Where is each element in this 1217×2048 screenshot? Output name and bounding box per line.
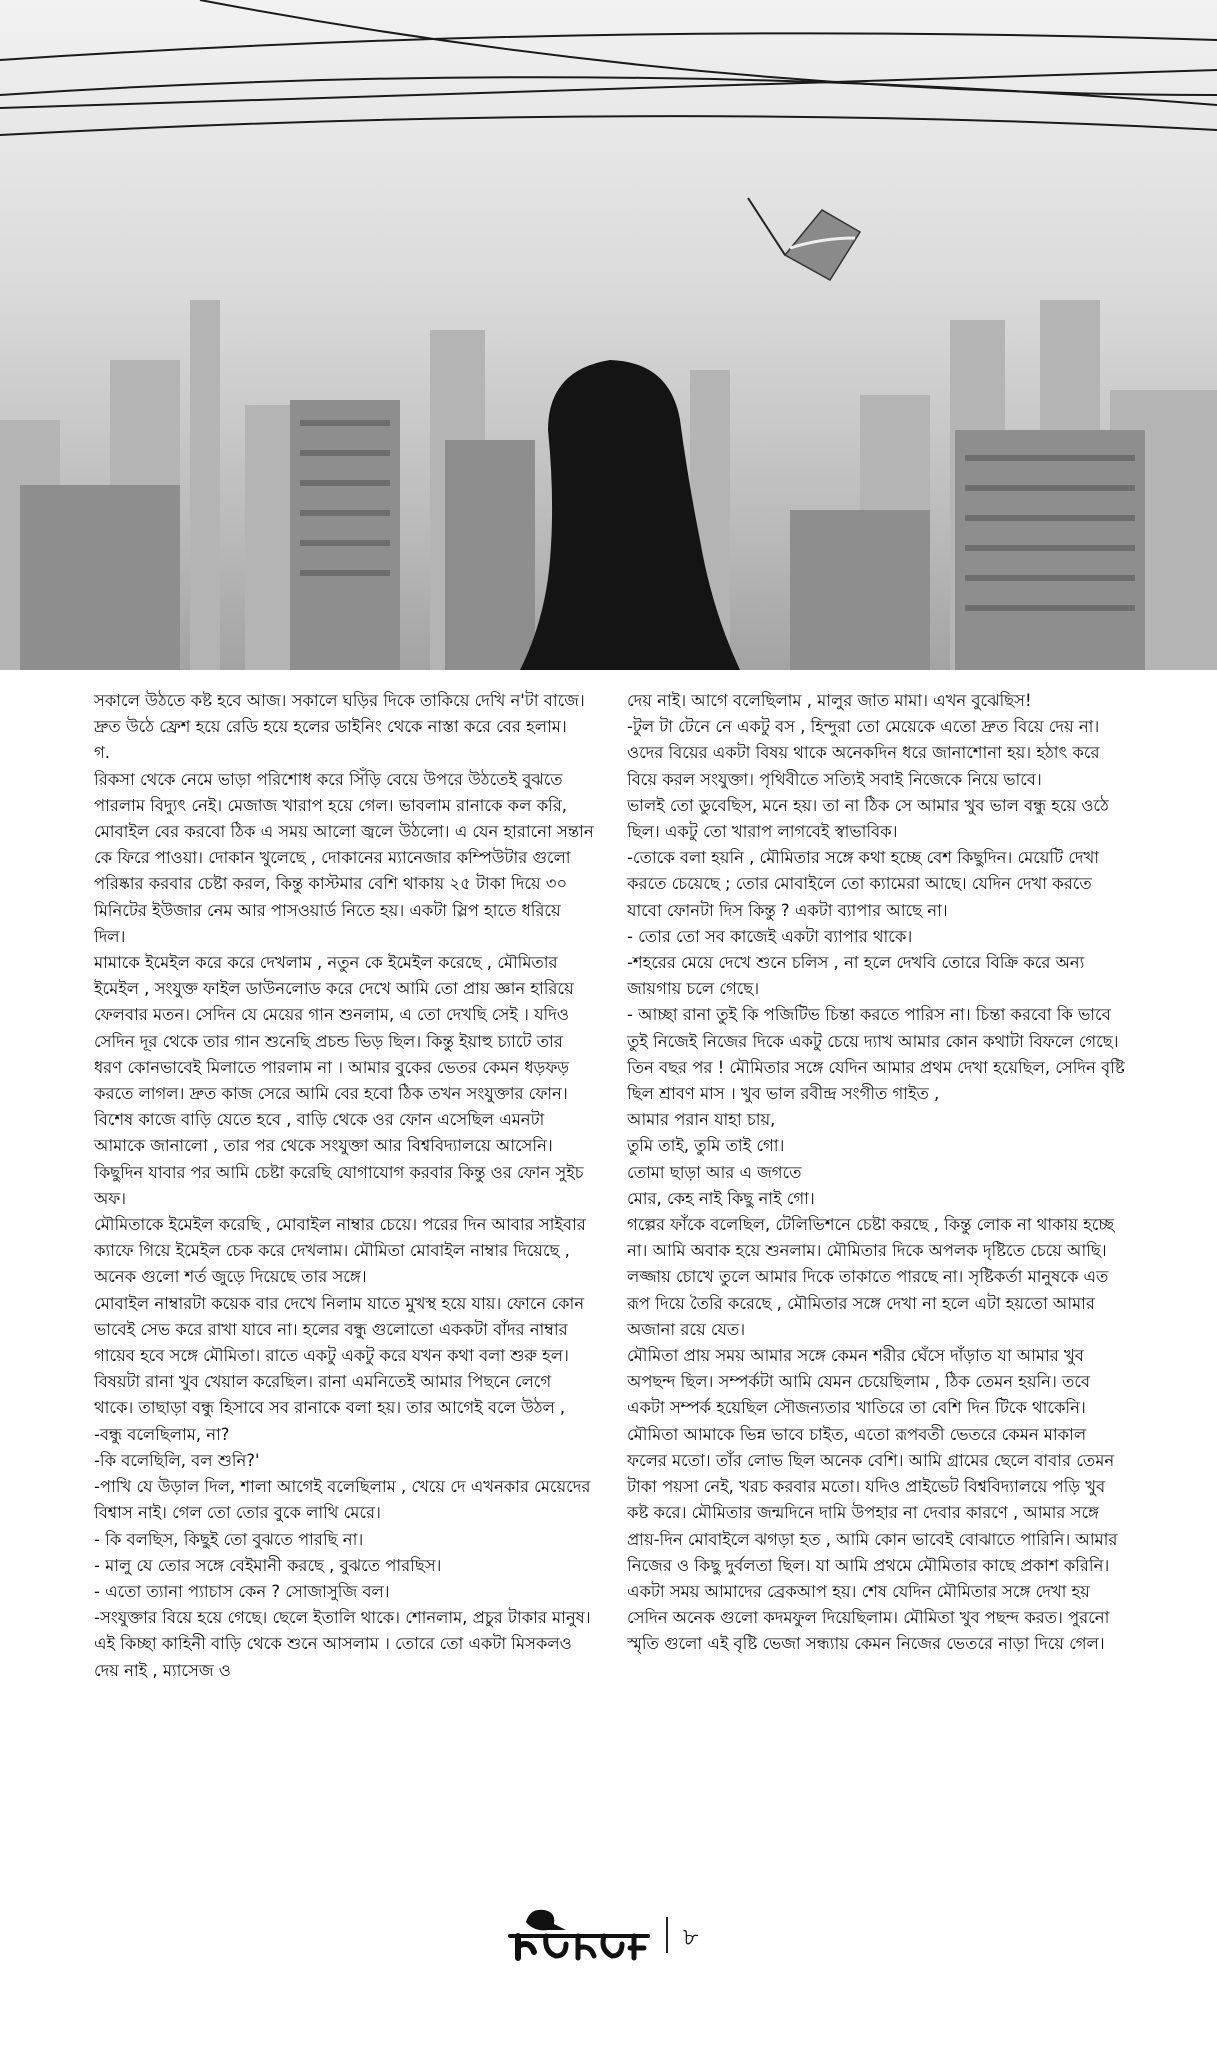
bird-icon: [526, 1910, 566, 1931]
dialogue-line: - মালু যে তোর সঙ্গে বেইমানী করছে , বুঝতে পারছিস।: [94, 1555, 442, 1575]
logo-lettering: [510, 1936, 648, 1958]
text-column-right: [627, 688, 1130, 1658]
song-line: তুমি তাই, তুমি তাই গো।: [627, 1136, 785, 1156]
dialogue-line: -শহরের মেয়ে দেখে শুনে চলিস , না হলে দেখবি তোরে বিক্রি করে অন্য জায়গায় চলে গেছে।: [627, 953, 1090, 999]
text-column-left: [94, 688, 599, 1684]
paragraph: গল্পের ফাঁকে বলেছিল, টেলিভিশনে চেষ্টা করছে , কিন্তু লোক না থাকায় হচ্ছে না। আমি অবাক হয়ে শুনলাম। মৌমিতার দিকে অপলক দৃষ্টিতে চেয়ে আছি। লজ্জায় চোখে তুলে আমার দিকে তাকাতে পারছে না। সৃষ্টিকর্তা মানুষকে এত রূপ দিয়ে তৈরি করেছে , মৌমিতার সঙ্গে দেখা না হলে এটা হয়তো আমার অজানা রয়ে যেত।: [627, 1215, 1120, 1339]
song-line: তোমা ছাড়া আর এ জগতে: [627, 1162, 802, 1182]
paragraph: ভালই তো ডুবেছিস, মনে হয়। তা না ঠিক সে আমার খুব ভাল বন্ধু হয়ে ওঠে ছিল। একটু তো খারাপ লাগবেই স্বাভাবিক।: [627, 795, 1114, 842]
paragraph: রিকসা থেকে নেমে ভাড়া পরিশোধ করে সিঁড়ি বেয়ে উপরে উঠতেই বুঝতে পারলাম বিদ্যুৎ নেই। মেজাজ খারাপ হয়ে গেল। ভাবলাম রানাকে কল করি, মোবাইল বের করবো ঠিক এ সময় আলো জ্বলে উঠলো। এ যেন হারানো সন্তান কে ফিরে পাওয়া। দোকান খুলেছে , দোকানের ম্যানেজার কম্পিউটার গুলো পরিষ্কার করবার চেষ্টা করল, কিন্তু কাস্টমার বেশি থাকায় ২৫ টাকা দিয়ে ৩০ মিনিটের ইউজার নেম আর পাসওয়ার্ড নিতে হয়। একটা স্লিপ হাতে ধরিয়ে দিল।: [94, 769, 599, 946]
dialogue-line: -তোকে বলা হয়নি , মৌমিতার সঙ্গে কথা হচ্ছে বেশ কিছুদিন। মেয়েটি দেখা করতে চেয়েছে ; তোর মোবাইলে তো ক্যামেরা আছে। যেদিন দেখা করতে যাবো ফোনটা দিস কিন্তু ? একটা ব্যাপার আছে না।: [627, 848, 1105, 920]
page-footer: [0, 1895, 1217, 1970]
dialogue-line: - আচ্ছা রানা তুই কি পজিটিভ চিন্তা করতে পারিস না। চিন্তা করবো কি ভাবে তুই নিজেই নিজের দিকে একটু চেয়ে দ্যাখ আমার কোন কথাটা বিফলে গেছে।: [627, 1005, 1119, 1051]
paragraph: বিশেষ কাজে বাড়ি যেতে হবে , বাড়ি থেকে ওর ফোন এসেছিল এমনটা আমাকে জানালো , তার পর থেকে সংযুক্তা আর বিশ্ববিদ্যালয়ে আসেনি। কিছুদিন যাবার পর আমি চেষ্টা করেছি যোগাযোগ করবার কিন্তু ওর ফোন সুইচ অফ।: [94, 1110, 589, 1208]
dialogue-line: -পাখি যে উড়াল দিল, শালা আগেই বলেছিলাম , খেয়ে দে এখনকার মেয়েদের বিশ্বাস নাই। গেল তো তোর বুকে লাথি মেরে।: [94, 1477, 596, 1523]
header-photo: [0, 0, 1217, 670]
magazine-logo: [504, 1900, 654, 1966]
dialogue-line: -কি বলেছিলি, বল শুনি?': [94, 1450, 260, 1470]
section-marker: গ.: [94, 743, 110, 763]
dialogue-line: -সংযুক্তার বিয়ে হয়ে গেছে। ছেলে ইতালি থাকে। শোনলাম, প্রচুর টাকার মানুষ। এই কিচ্ছা কাহিনী বাড়ি থেকে শুনে আসলাম । তোরে তো একটা মিসকলও দেয় নাই , ম্যাসেজ ও: [94, 1608, 596, 1680]
paragraph: মামাকে ইমেইল করে করে দেখলাম , নতুন কে ইমেইল করেছে , মৌমিতার ইমেইল , সংযুক্ত ফাইল ডাউনলোড করে দেখে আমি তো প্রায় জ্ঞান হারিয়ে ফেলবার মতন। সেদিন যে মেয়ের গান শুনলাম, এ তো দেখছি সেই । যদিও সেদিন দূর থেকে তার গান শুনেছি প্রচন্ড ভিড় ছিল। কিন্তু ইয়াহু চ্যাটে তার ধরণ কোনভাবেই মিলাতে পারলাম না । আমার বুকের ভেতর কেমন ধড়ফড় করতে লাগল। দ্রুত কাজ সেরে আমি বের হবো ঠিক তখন সংযুক্তার ফোন।: [94, 953, 579, 1104]
dialogue-line: - কি বলছিস, কিছুই তো বুঝতে পারছি না।: [94, 1529, 364, 1549]
paragraph: সকালে উঠতে কষ্ট হবে আজ। সকালে ঘড়ির দিকে তাকিয়ে দেখি ন'টা বাজে। দ্রুত উঠে ফ্রেশ হয়ে রেডি হয়ে হলের ডাইনিং থেকে নাস্তা করে বের হলাম।: [94, 691, 590, 737]
dialogue-line: - তোর তো সব কাজেই একটা ব্যাপার থাকে।: [627, 926, 913, 946]
page-number: ৮: [683, 1923, 699, 1951]
dialogue-line: -বন্ধু বলেছিলাম, না?: [94, 1424, 230, 1444]
song-line: আমার পরান যাহা চায়,: [627, 1110, 776, 1130]
paragraph: তিন বছর পর ! মৌমিতার সঙ্গে যেদিন আমার প্রথম দেখা হয়েছিল, সেদিন বৃষ্টি ছিল শ্রাবণ মাস । খুব ভাল রবীন্দ্র সংগীত গাইত ,: [627, 1057, 1130, 1104]
paragraph: দেয় নাই। আগে বলেছিলাম , মালুর জাত মামা। এখন বুঝেছিস!: [627, 691, 1032, 710]
paragraph: মৌমিতা প্রায় সময় আমার সঙ্গে কেমন শরীর ঘেঁসে দাঁড়াত যা আমার খুব অপছন্দ ছিল। সম্পর্কটা আমি যেমন চেয়েছিলাম , ঠিক তেমন হয়নি। তবে একটা সম্পর্ক হয়েছিল সৌজন্যতার খাতিরে তা বেশি দিন টিকে থাকেনি।মৌমিতা আমাকে ভিন্ন ভাবে চাইত, এতো রূপবতী ভেতরে কেমন মাকাল ফলের মতো। তাঁর লোভ ছিল অনেক বেশি। আমি গ্রামের ছেলে বাবার তেমন টাকা পয়সা নেই, খরচ করবার মতো। যদিও প্রাইভেট বিশ্ববিদ্যালয়ে পড়ি খুব কষ্ট করে। মৌমিতার জন্মদিনে দামি উপহার না দেবার কারণে , আমার সঙ্গে প্রায়-দিন মোবাইলে ঝগড়া হত , আমি কোন ভাবেই বোঝাতে পারিনি। আমার নিজের ও কিছু দুর্বলতা ছিল। যা আমি প্রথমে মৌমিতার কাছে প্রকাশ করিনি। একটা সময় আমাদের ব্রেকআপ হয়। শেষ যেদিন মৌমিতার সঙ্গে দেখা হয় সেদিন অনেক গুলো কদমফুল দিয়েছিলাম। মৌমিতা খুব পছন্দ করত। পুরনো স্মৃতি গুলো এই বৃষ্টি ভেজা সন্ধ্যায় কেমন নিজের ভেতরে নাড়া দিয়ে গেল।: [627, 1346, 1123, 1654]
paragraph: মৌমিতাকে ইমেইল করেছি , মোবাইল নাম্বার চেয়ে। পরের দিন আবার সাইবার ক্যাফে গিয়ে ইমেইল চেক করে দেখলাম। মৌমিতা মোবাইল নাম্বার দিয়েছে , অনেক গুলো শর্ত জুড়ে দিয়েছে তার সঙ্গে।: [94, 1215, 592, 1287]
dialogue-line: - এতো ত্যানা প্যাচাস কেন ? সোজাসুজি বল।: [94, 1581, 390, 1601]
song-line: মোর, কেহ নাই কিছু নাই গো।: [627, 1188, 815, 1208]
paragraph: মোবাইল নাম্বারটা কয়েক বার দেখে নিলাম যাতে মুখস্থ হয়ে যায়। ফোনে কোন ভাবেই সেভ করে রাখা যাবে না। হলের বন্ধু গুলোতো এককটা বাঁদর নাম্বার গায়েব হবে সঙ্গে মৌমিতা। রাতে একটু একটু করে যখন কথা বলা শুরু হল। বিষয়টা রানা খুব খেয়াল করেছিল। রানা এমনিতেই আমার পিছনে লেগে থাকে। তাছাড়া বন্ধু হিসাবে সব রানাকে বলা হয়। তার আগেই বলে উঠল ,: [94, 1293, 590, 1418]
dialogue-line: -টুল টা টেনে নে একটু বস , হিন্দুরা তো মেয়েকে এতো দ্রুত বিয়ে দেয় না। ওদের বিয়ের একটা বিষয় থাকে অনেকদিন ধরে জানাশোনা হয়। হঠাৎ করে বিয়ে করল সংযুক্তা। পৃথিবীতে সত্যিই সবাই নিজেকে নিয়ে ভাবে।: [627, 717, 1105, 789]
footer-divider: [666, 1917, 668, 1953]
